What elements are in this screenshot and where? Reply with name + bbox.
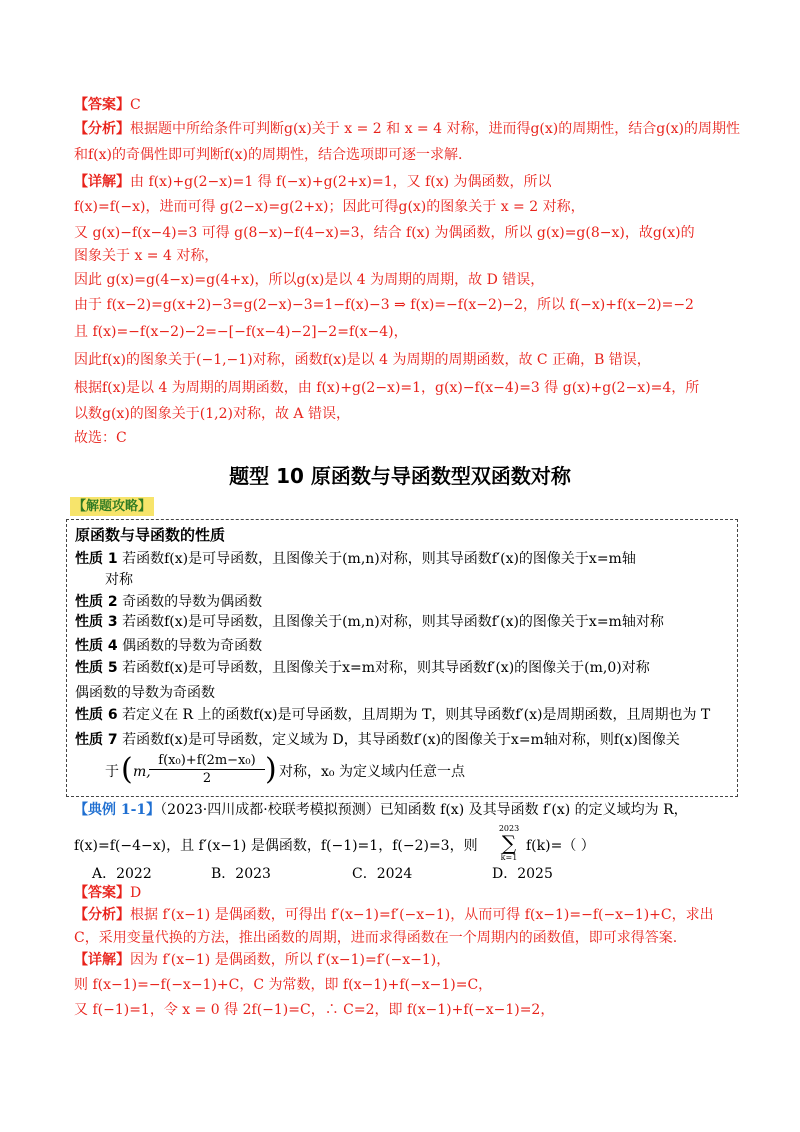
property-5-name: 性质 5	[75, 660, 118, 676]
sum-upper: 2023	[498, 824, 520, 833]
solution-detail-line-3: 又 f(−1)=1，令 x = 0 得 2f(−1)=C，∴ C=2，即 f(x−1)+f(−x−1)=2，	[74, 1002, 555, 1018]
solution-analysis-line-2: C，采用变量代换的方法，推出函数的周期，进而求得函数在一个周期内的函数值，即可求得答案.	[74, 930, 678, 946]
example-line-1	[74, 800, 688, 820]
detail-line-7: 且 f(x)=−f(x−2)−2=−[−f(x−4)−2]−2=f(x−4)，	[74, 324, 408, 340]
solution-analysis-line-1	[74, 905, 714, 925]
solution-answer-label: 【答案】	[74, 885, 130, 901]
sigma-symbol: ∑	[501, 831, 517, 855]
right-paren: )	[265, 752, 277, 787]
analysis-label: 【分析】	[74, 121, 130, 137]
summation	[494, 824, 524, 862]
properties-heading: 原函数与导函数的性质	[75, 526, 226, 544]
property-7-post: 对称，x₀ 为定义域内任意一点	[279, 764, 465, 780]
property-1-cont: 对称	[105, 572, 133, 588]
example-source: （2023·四川成都·校联考模拟预测）	[160, 802, 380, 818]
example-label: 【典例 1-1】	[74, 802, 161, 818]
option-d: D．2025	[492, 866, 553, 882]
example-stem-1: 已知函数 f(x) 及其导函数 f′(x) 的定义域均为 R，	[379, 802, 688, 818]
property-7-pre: 于	[105, 764, 119, 780]
answer-value: C	[130, 97, 141, 113]
property-2	[75, 592, 262, 612]
analysis-text-1: 根据题中所给条件可判断g(x)关于 x = 2 和 x = 4 对称，进而得g(x)的周期性，结合g(x)的周期性	[130, 121, 741, 137]
property-2-text: 奇函数的导数为偶函数	[122, 594, 263, 610]
property-6-text: 若定义在 R 上的函数f(x)是可导函数，且周期为 T，则其导函数f′(x)是周期函数，且周期也为 T	[122, 707, 711, 723]
property-4-text: 偶函数的导数为奇函数	[122, 638, 263, 654]
property-6-name: 性质 6	[75, 707, 118, 723]
fraction-denominator: 2	[202, 771, 212, 786]
detail-line-6: 由于 f(x−2)=g(x+2)−3=g(2−x)−3=1−f(x)−3 ⇒ f(x)=−f(x−2)−2，所以 f(−x)+f(x−2)=−2	[74, 297, 694, 313]
solution-detail-label: 【详解】	[74, 952, 130, 968]
option-b: B．2023	[211, 866, 271, 882]
property-3	[75, 612, 664, 632]
detail-line-3: 又 g(x)−f(x−4)=3 可得 g(8−x)−f(4−x)=3，结合 f(x) 为偶函数，所以 g(x)=g(8−x)，故g(x)的	[74, 225, 695, 241]
fraction-numerator: f(x₀)+f(2m−x₀)	[149, 752, 265, 770]
answer-line	[74, 95, 141, 115]
option-a: A．2022	[92, 866, 152, 882]
m-symbol: m,	[133, 764, 151, 780]
sum-lower: k=1	[500, 853, 518, 862]
detail-line-9: 根据f(x)是以 4 为周期的周期函数，由 f(x)+g(2−x)=1，g(x)−f(x−4)=3 得 g(x)+g(2−x)=4，所	[74, 380, 700, 396]
detail-line-2: f(x)=f(−x)，进而可得 g(2−x)=g(2+x)；因此可得g(x)的图象关于 x = 2 对称，	[74, 199, 585, 215]
property-7-name: 性质 7	[75, 732, 118, 748]
detail-line-10: 以数g(x)的图象关于(1,2)对称，故 A 错误，	[74, 406, 350, 422]
property-1	[75, 549, 636, 569]
property-4	[75, 636, 262, 656]
answer-label: 【答案】	[74, 97, 130, 113]
property-7-text: 若函数f(x)是可导函数，定义域为 D，其导函数f′(x)的图像关于x=m轴对称，则f(x)图像关	[122, 732, 680, 748]
analysis-line-2: 和f(x)的奇偶性即可判断f(x)的周期性，结合选项即可逐一求解.	[74, 147, 463, 163]
solution-detail-line-2: 则 f(x−1)=−f(−x−1)+C，C 为常数，即 f(x−1)+f(−x−1)=C，	[74, 977, 493, 993]
detail-line-11: 故选：C	[74, 430, 127, 446]
solution-analysis-label: 【分析】	[74, 907, 130, 923]
solution-analysis-text-1: 根据 f′(x−1) 是偶函数，可得出 f′(x−1)=f′(−x−1)，从而可得 f(x−1)=−f(−x−1)+C，求出	[130, 907, 714, 923]
property-5-cont: 偶函数的导数为奇函数	[75, 685, 215, 701]
property-1-name: 性质 1	[75, 551, 118, 567]
property-3-text: 若函数f(x)是可导函数，且图像关于(m,n)对称，则其导函数f′(x)的图像关于x=m轴对称	[122, 614, 664, 630]
detail-line-5: 因此 g(x)=g(4−x)=g(4+x)，所以g(x)是以 4 为周期的周期，故 D 错误，	[74, 272, 545, 288]
solution-detail-line-1	[74, 950, 450, 970]
property-3-name: 性质 3	[75, 614, 118, 630]
property-1-text: 若函数f(x)是可导函数，且图像关于(m,n)对称，则其导函数f′(x)的图像关于x=m轴	[122, 551, 636, 567]
property-5	[75, 658, 650, 678]
example-stem-2a: f(x)=f(−4−x)，且 f′(x−1) 是偶函数，f(−1)=1，f(−2)=3，则	[74, 838, 478, 854]
detail-line-1	[74, 172, 552, 192]
detail-line-4: 图象关于 x = 4 对称，	[74, 248, 219, 264]
section-title: 题型 10 原函数与导函数型双函数对称	[229, 464, 571, 488]
property-4-name: 性质 4	[75, 638, 118, 654]
property-2-name: 性质 2	[75, 594, 118, 610]
detail-text-1: 由 f(x)+g(2−x)=1 得 f(−x)+g(2+x)=1，又 f(x) 为偶函数，所以	[130, 174, 552, 190]
solution-answer-line	[74, 883, 141, 903]
left-paren: (	[121, 752, 133, 787]
fraction	[149, 752, 265, 787]
analysis-line-1	[74, 119, 740, 139]
property-7	[75, 730, 680, 750]
detail-label: 【详解】	[74, 174, 130, 190]
solution-answer-value: D	[130, 885, 142, 901]
option-c: C．2024	[352, 866, 413, 882]
property-5-text: 若函数f(x)是可导函数，且图像关于x=m对称，则其导函数f′(x)的图像关于(m,0)对称	[122, 660, 650, 676]
strategy-label: 【解题攻略】	[70, 497, 154, 516]
example-stem-2b: f(k)=（ ）	[526, 838, 595, 854]
property-6	[75, 705, 710, 725]
solution-detail-text-1: 因为 f′(x−1) 是偶函数，所以 f′(x−1)=f′(−x−1)，	[130, 952, 451, 968]
detail-line-8: 因此f(x)的图象关于(−1,−1)对称，函数f(x)是以 4 为周期的周期函数，故 C 正确，B 错误，	[74, 352, 651, 368]
